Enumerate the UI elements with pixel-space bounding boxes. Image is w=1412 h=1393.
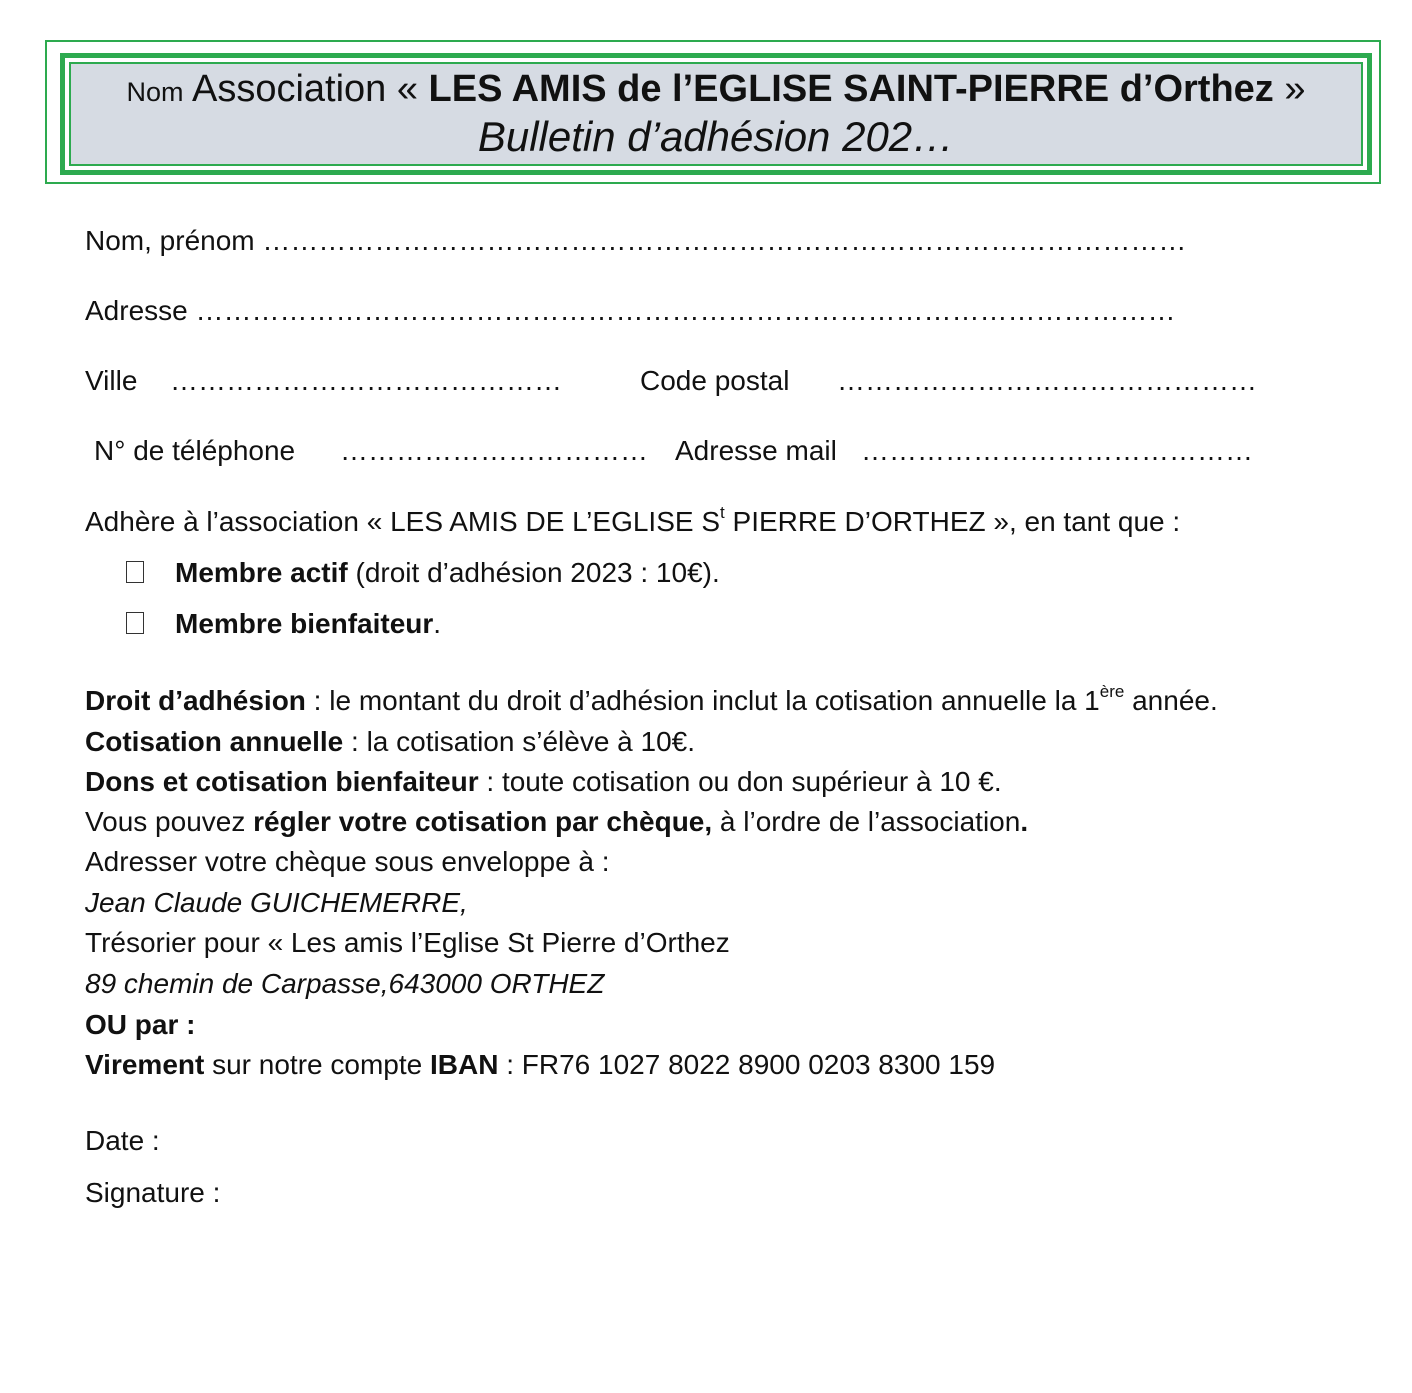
membership-intro-sup: t — [720, 502, 725, 522]
droit-adhesion-term: Droit d’adhésion — [85, 685, 306, 716]
benefactor-member-label: Membre bienfaiteur — [175, 608, 434, 639]
payment-line — [85, 805, 1028, 839]
address-label: Adresse — [85, 295, 188, 326]
postal-code-label: Code postal — [640, 365, 790, 396]
dons-term: Dons et cotisation bienfaiteur — [85, 766, 479, 797]
treasurer-name-text: Jean Claude GUICHEMERRE, — [85, 887, 468, 918]
cotisation-term: Cotisation annuelle — [85, 726, 344, 757]
dons-line — [85, 765, 1002, 799]
header-title — [69, 66, 1363, 115]
header-prefix-small: Nom — [126, 77, 184, 107]
transfer-text: sur notre compte — [204, 1049, 430, 1080]
treasurer-role: Trésorier pour « Les amis l’Eglise St Pierre d’Orthez — [85, 927, 730, 958]
name-field-row — [85, 224, 1186, 258]
send-check-line: Adresser votre chèque sous enveloppe à : — [85, 846, 610, 877]
payment-text-start: Vous pouvez — [85, 806, 254, 837]
active-member-checkbox[interactable] — [126, 561, 144, 583]
treasurer-address-text: 89 chemin de Carpasse,643000 ORTHEZ — [85, 968, 605, 999]
cotisation-text: : la cotisation s’élève à 10€. — [343, 726, 696, 757]
address-field[interactable]: …………………………………………………………………………………………… — [195, 295, 1176, 326]
iban-term: IBAN — [429, 1049, 499, 1080]
iban-value: : FR76 1027 8022 8900 0203 8300 159 — [498, 1049, 996, 1080]
name-field[interactable]: ……………………………………………………………………………………… — [262, 225, 1187, 256]
header-prefix: Association « — [191, 68, 418, 110]
city-field[interactable]: …………………………………… — [170, 365, 562, 396]
payment-period: . — [1020, 806, 1029, 837]
date-label: Date : — [85, 1125, 160, 1156]
payment-term: régler votre cotisation par chèque, — [253, 806, 713, 837]
droit-adhesion-line — [85, 681, 1218, 718]
active-member-option — [175, 556, 720, 590]
membership-intro-text-end: PIERRE D’ORTHEZ », en tant que : — [724, 506, 1181, 537]
or-by-line — [85, 1008, 195, 1042]
treasurer-address — [85, 967, 604, 1001]
or-by-text: OU par : — [85, 1009, 196, 1040]
phone-field[interactable]: …………………………… — [340, 435, 648, 466]
cotisation-line — [85, 725, 695, 759]
transfer-term: Virement — [85, 1049, 205, 1080]
phone-label: N° de téléphone — [94, 435, 296, 466]
header-subtitle: Bulletin d’adhésion 202… — [477, 113, 955, 160]
email-label: Adresse mail — [675, 435, 837, 466]
bank-transfer-line — [85, 1048, 995, 1082]
benefactor-member-option — [175, 607, 441, 641]
membership-intro — [85, 502, 1181, 539]
address-field-row — [85, 294, 1176, 328]
droit-adhesion-text: : le montant du droit d’adhésion inclut la cotisation annuelle la 1 — [305, 685, 1100, 716]
active-member-label: Membre actif — [175, 557, 348, 588]
payment-text: à l’ordre de l’association — [712, 806, 1021, 837]
droit-adhesion-sup: ère — [1099, 681, 1125, 701]
postal-code-field[interactable]: ……………………………………… — [837, 365, 1257, 396]
active-member-detail: (droit d’adhésion 2023 : 10€). — [347, 557, 720, 588]
treasurer-name — [85, 886, 468, 920]
header-suffix: » — [1284, 68, 1306, 110]
city-label: Ville — [85, 365, 138, 396]
association-name: LES AMIS de l’EGLISE SAINT-PIERRE d’Orthez — [428, 68, 1274, 110]
email-field[interactable]: …………………………………… — [861, 435, 1253, 466]
dons-text: : toute cotisation ou don supérieur à 10 €. — [478, 766, 1002, 797]
benefactor-member-detail: . — [433, 608, 442, 639]
benefactor-member-checkbox[interactable] — [126, 612, 144, 634]
name-label: Nom, prénom — [85, 225, 255, 256]
droit-adhesion-end: année. — [1124, 685, 1218, 716]
signature-label: Signature : — [85, 1177, 221, 1208]
membership-intro-text: Adhère à l’association « LES AMIS DE L’EGLISE S — [85, 506, 721, 537]
